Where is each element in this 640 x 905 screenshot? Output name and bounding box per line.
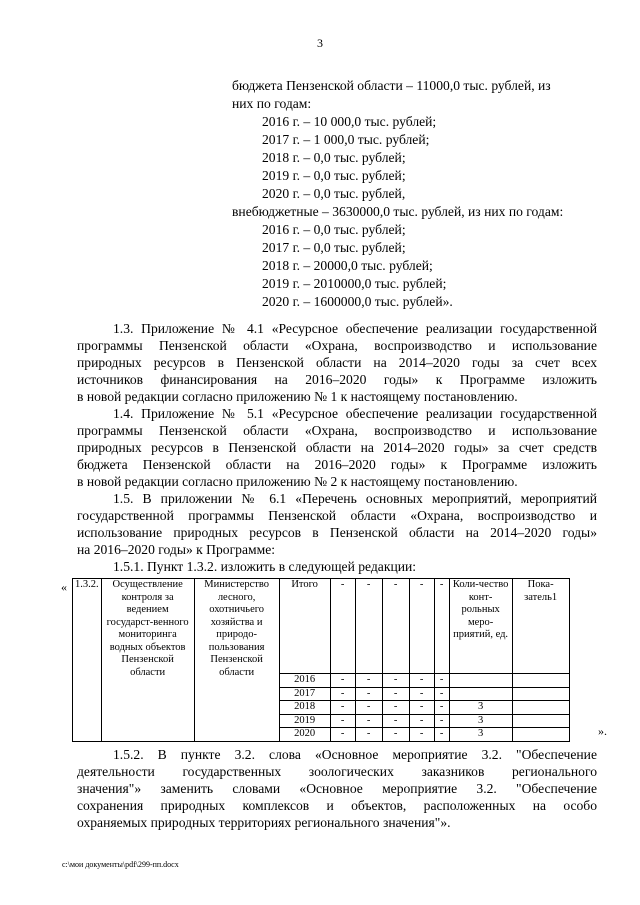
p13-line-5: в новой редакции согласно приложению № 1 к настоящему постановлению. (77, 389, 518, 404)
cell-dash: - (330, 728, 355, 742)
p13-line-3: природных ресурсов в Пензенской области на 2014–2020 годы за счет всех (77, 355, 597, 370)
cell-dash: - (355, 714, 382, 728)
p15-line-1: 1.5. В приложении № 6.1 «Перечень основных мероприятий, мероприятий (113, 491, 597, 506)
cell-dash: - (434, 674, 449, 688)
cell-year-value (449, 687, 512, 701)
cell-year: 2019 (279, 714, 330, 728)
cell-activity: Осуществление контроля за ведением государст-венного мониторинга водных объектов Пензенской области (101, 579, 194, 742)
p14-line-1: 1.4. Приложение № 5.1 «Ресурсное обеспечение реализации государственной (113, 406, 597, 421)
cell-dash: - (355, 687, 382, 701)
cell-empty (512, 701, 569, 715)
activity-table (72, 578, 570, 742)
paragraph-1-3 (77, 320, 597, 405)
budget-line-11: 2018 г. – 20000,0 тыс. рублей; (262, 258, 433, 273)
cell-year-value: 3 (449, 714, 512, 728)
cell-dash: - (355, 579, 382, 674)
p13-line-1: 1.3. Приложение № 4.1 «Ресурсное обеспечение реализации государственной (113, 321, 597, 336)
p15-line-3: использование природных ресурсов в Пензенской области на 2014–2020 годы» (77, 525, 597, 540)
cell-dash: - (330, 687, 355, 701)
cell-indicator: Коли-чество конт-рольных меро-приятий, ед. (449, 579, 512, 674)
p152-line-4: сохранения природных комплексов и объектов, расположенных на особо (77, 798, 597, 813)
cell-dash: - (409, 714, 434, 728)
cell-dash: - (330, 714, 355, 728)
cell-dash: - (409, 687, 434, 701)
cell-dash: - (434, 728, 449, 742)
p14-line-2: программы Пензенской области «Охрана, воспроизводство и использование (77, 423, 597, 438)
cell-total: Итого (279, 579, 330, 674)
p15-line-2: государственной программы Пензенской области «Охрана, воспроизводство и (77, 508, 597, 523)
p14-line-4: бюджета Пензенской области на 2016–2020 годы» к Программе изложить (77, 457, 597, 472)
cell-empty (512, 674, 569, 688)
p152-line-2: деятельности государственных зоологических заказников регионального (77, 764, 597, 779)
cell-dash: - (409, 728, 434, 742)
cell-empty (512, 728, 569, 742)
cell-dash: - (434, 714, 449, 728)
budget-line-13: 2020 г. – 1600000,0 тыс. рублей». (262, 294, 453, 309)
cell-dash: - (382, 579, 409, 674)
cell-year: 2020 (279, 728, 330, 742)
cell-year: 2018 (279, 701, 330, 715)
cell-dash: - (409, 701, 434, 715)
budget-line-10: 2017 г. – 0,0 тыс. рублей; (262, 240, 406, 255)
quote-open: « (61, 580, 67, 594)
cell-indicator-col: Пока-затель1 (512, 579, 569, 674)
cell-dash: - (409, 579, 434, 674)
budget-line-3: 2016 г. – 10 000,0 тыс. рублей; (262, 114, 437, 129)
p13-line-4: источников финансирования на 2016–2020 годы» к Программе изложить (77, 372, 597, 387)
cell-dash: - (355, 728, 382, 742)
paragraph-1-5-1: 1.5.1. Пункт 1.3.2. изложить в следующей редакции: (113, 559, 417, 574)
p15-line-4: на 2016–2020 годы» к Программе: (77, 542, 275, 557)
cell-dash: - (434, 701, 449, 715)
budget-line-12: 2019 г. – 2010000,0 тыс. рублей; (262, 276, 447, 291)
cell-dash: - (434, 687, 449, 701)
budget-line-8: внебюджетные – 3630000,0 тыс. рублей, из них по годам: (232, 204, 564, 219)
cell-dash: - (382, 714, 409, 728)
budget-line-4: 2017 г. – 1 000,0 тыс. рублей; (262, 132, 430, 147)
cell-year: 2016 (279, 674, 330, 688)
budget-line-6: 2019 г. – 0,0 тыс. рублей; (262, 168, 406, 183)
cell-dash: - (382, 701, 409, 715)
budget-line-9: 2016 г. – 0,0 тыс. рублей; (262, 222, 406, 237)
p14-line-3: природных ресурсов в Пензенской области на 2014–2020 годы» за счет средств (77, 440, 597, 455)
cell-year-value: 3 (449, 701, 512, 715)
budget-line-2: них по годам: (232, 96, 312, 111)
paragraph-1-5 (77, 490, 597, 558)
cell-year-value (449, 674, 512, 688)
cell-dash: - (409, 674, 434, 688)
cell-year-value: 3 (449, 728, 512, 742)
cell-num: 1.3.2. (73, 579, 102, 742)
cell-dash: - (330, 674, 355, 688)
paragraph-1-4 (77, 405, 597, 490)
cell-dash: - (355, 701, 382, 715)
budget-line-7: 2020 г. – 0,0 тыс. рублей, (262, 186, 406, 201)
cell-empty (512, 687, 569, 701)
cell-dash: - (382, 728, 409, 742)
cell-empty (512, 714, 569, 728)
page-number: 3 (317, 36, 323, 50)
cell-dash: - (330, 701, 355, 715)
p152-line-3: значения"» заменить словами «Основное мероприятие 3.2. "Обеспечение (77, 781, 597, 796)
p14-line-5: в новой редакции согласно приложению № 2 к настоящему постановлению. (77, 474, 518, 489)
table-row (73, 579, 570, 674)
cell-dash: - (330, 579, 355, 674)
paragraph-1-5-2 (77, 746, 597, 831)
footer-path: c:\мои документы\pdf\299-пп.docx (62, 860, 179, 869)
budget-line-5: 2018 г. – 0,0 тыс. рублей; (262, 150, 406, 165)
cell-dash: - (355, 674, 382, 688)
budget-line-1: бюджета Пензенской области – 11000,0 тыс. рублей, из (232, 78, 551, 93)
cell-dash: - (434, 579, 449, 674)
cell-year: 2017 (279, 687, 330, 701)
quote-close: ». (598, 724, 607, 738)
cell-ministry: Министерство лесного, охотничьего хозяйства и природо-пользования Пензенской области (194, 579, 279, 742)
cell-dash: - (382, 687, 409, 701)
p152-line-1: 1.5.2. В пункте 3.2. слова «Основное мероприятие 3.2. "Обеспечение (113, 747, 597, 762)
p13-line-2: программы Пензенской области «Охрана, воспроизводство и использование (77, 338, 597, 353)
p152-line-5: охраняемых природных территориях регионального значения"». (77, 815, 451, 830)
cell-dash: - (382, 674, 409, 688)
